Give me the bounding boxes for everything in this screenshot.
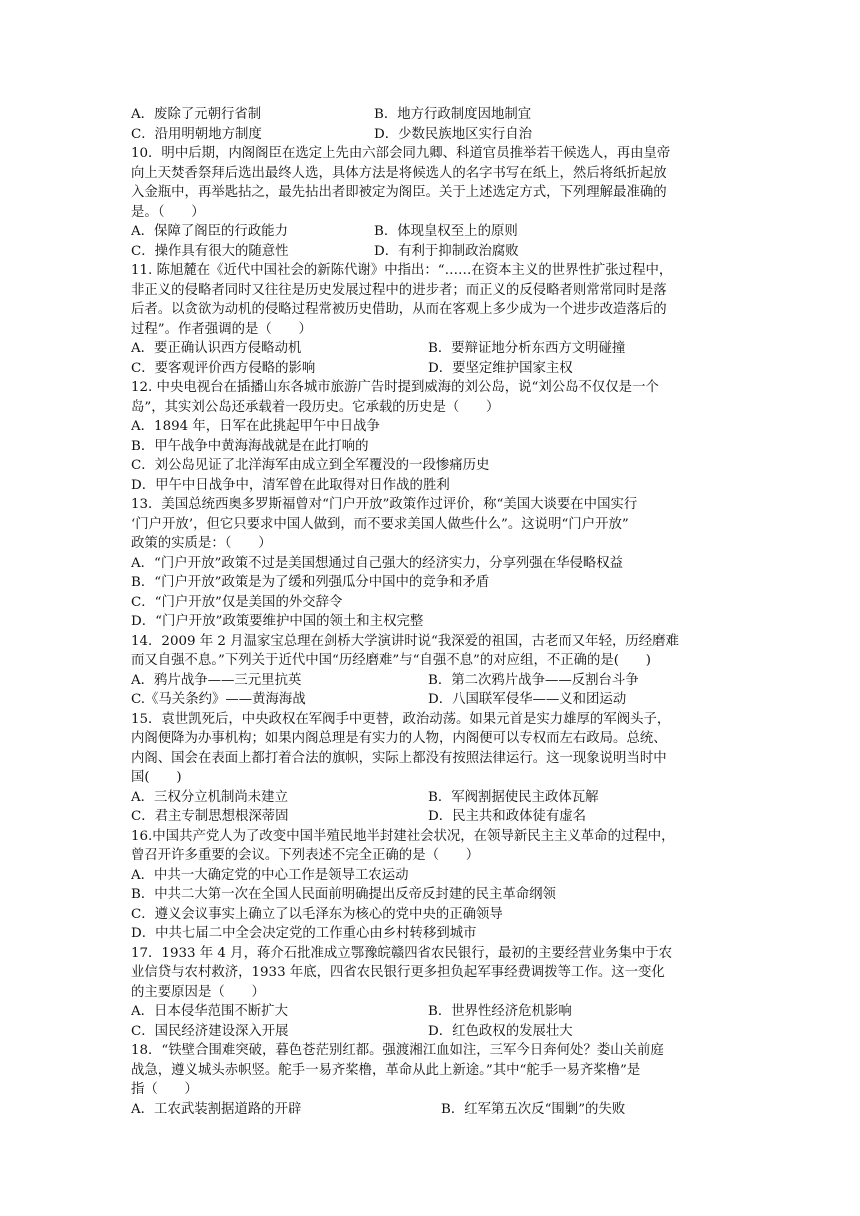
question-17-stem: 的主要原因是（ ）	[131, 984, 265, 1000]
option-d: D．八国联军侵华——义和团运动	[428, 692, 627, 707]
option-c: C．“门户开放”仅是美国的外交辞令	[131, 594, 343, 610]
option-a: A．废除了元朝行省制	[131, 107, 262, 122]
option-row	[131, 671, 731, 691]
option-a: A．1894 年，日军在此挑起甲午中日战争	[131, 419, 380, 434]
question-10-stem: 是。（ ）	[131, 204, 205, 220]
option-a: A．要正确认识西方侵略动机	[131, 341, 302, 356]
option-d: D．中共七届二中全会决定党的工作重心由乡村转移到城市	[131, 926, 477, 941]
option-row	[131, 1100, 731, 1120]
question-10-stem: 入金瓶中，再举匙拈之，最先拈出者即被定为阁臣。关于上述选定方式，下列理解最准确的	[131, 185, 667, 200]
option-row	[131, 690, 731, 710]
question-12-stem: 岛”，其实刘公岛还承载着一段历史。它承载的历史是（ ）	[131, 399, 500, 415]
option-d: D．红色政权的发展壮大	[428, 1023, 573, 1039]
option-c: C．沿用明朝地方制度	[131, 126, 262, 142]
option-c: C．君主专制思想根深蒂固	[131, 809, 289, 824]
option-d: D．要坚定维护国家主权	[428, 360, 573, 376]
question-15-stem: 内阁便降为办事机构；如果内阁总理是有实力的人物，内阁便可以专权而左右政局。总统、	[131, 731, 667, 746]
question-16-stem: 曾召开许多重要的会议。下列表述不完全正确的是（ ）	[131, 848, 480, 863]
question-12-stem: 12. 中央电视台在插播山东各城市旅游广告时提到威海的刘公岛，说“刘公岛不仅仅是一个	[131, 380, 659, 395]
option-a: A．保障了阁臣的行政能力	[131, 224, 288, 239]
option-row	[131, 359, 731, 379]
option-b: B．军阀割据使民主政体瓦解	[428, 789, 599, 805]
option-b: B．甲午战争中黄海海战就是在此打响的	[131, 438, 369, 454]
question-18-stem: 指（ ）	[131, 1082, 198, 1097]
option-d: D．民主共和政体徒有虚名	[428, 809, 587, 824]
option-row	[131, 125, 731, 145]
option-b: B．要辩证地分析东西方文明碰撞	[428, 341, 626, 356]
option-row	[131, 105, 731, 125]
question-13-stem: 13．美国总统西奥多罗斯福曾对“门户开放”政策作过评价，称“美国大谈要在中国实行	[131, 497, 638, 512]
question-18-stem: 18．“铁壁合围难突破，暮色苍茫别红都。强渡湘江血如注，三军今日奔何处？娄山关前庭	[131, 1043, 664, 1058]
question-14-stem: 14．2009 年 2 月温家宝总理在剑桥大学演讲时说“我深爱的祖国，古老而又年轻，历经磨难	[131, 633, 679, 649]
option-a: A．日本侵华范围不断扩大	[131, 1004, 288, 1019]
question-11-stem: 11. 陈旭麓在《近代中国社会的新陈代谢》中指出：“……在资本主义的世界性扩张过程中，	[131, 263, 673, 278]
option-row	[131, 242, 731, 262]
option-c: C．刘公岛见证了北洋海军由成立到全军覆没的一段惨痛历史	[131, 458, 490, 473]
question-11-stem: 非正义的侵略者同时又往往是历史发展过程中的进步者；而正义的反侵略者则常常同时是落	[131, 282, 667, 298]
option-d: D．甲午中日战争中，清军曾在此取得对日作战的胜利	[131, 477, 450, 493]
question-13-stem: ‘门户开放’，但它只要求中国人做到，而不要求美国人做些什么”。这说明“门户开放”	[131, 516, 629, 532]
option-c: C．要客观评价西方侵略的影响	[131, 360, 316, 376]
option-a: A．中共一大确定党的中心工作是领导工农运动	[131, 867, 409, 883]
question-10-stem: 10．明中后期，内阁阁臣在选定上先由六部会同九卿、科道官员推举若干候选人，再由皇帝	[131, 146, 671, 161]
option-b: B．第二次鸦片战争——反割台斗争	[428, 672, 639, 688]
option-row	[131, 1002, 731, 1022]
option-d: D．有利于抑制政治腐败	[374, 243, 519, 259]
question-11-stem: 过程”。作者强调的是（ ）	[131, 321, 312, 337]
option-b: B．体现皇权至上的原则	[374, 224, 518, 239]
option-a: A．三权分立机制尚未建立	[131, 789, 288, 805]
option-b: B．中共二大第一次在全国人民面前明确提出反帝反封建的民主革命纲领	[131, 887, 556, 902]
option-d: D．“门户开放”政策要维护中国的领土和主权完整	[131, 614, 424, 629]
option-d: D．少数民族地区实行自治	[374, 126, 533, 142]
option-row	[131, 807, 731, 827]
option-b: B．地方行政制度因地制宜	[374, 107, 532, 122]
exam-page	[131, 105, 731, 1119]
option-a: A．工农武装割据道路的开辟	[131, 1101, 302, 1117]
option-c: C．操作具有很大的随意性	[131, 243, 289, 259]
question-11-stem: 后者。以贪欲为动机的侵略过程常被历史借助，从而在客观上多少成为一个进步改造落后的	[131, 302, 667, 317]
question-16-stem: 16.中国共产党人为了改变中国半殖民地半封建社会状况，在领导新民主主义革命的过程中，	[131, 828, 675, 844]
option-row	[131, 339, 731, 359]
option-row	[131, 1022, 731, 1042]
option-c: C.《马关条约》——黄海海战	[131, 692, 306, 707]
question-10-stem: 向上天焚香祭拜后选出最终人选，具体方法是将候选人的名字书写在纸上，然后将纸折起放	[131, 165, 667, 181]
option-a: A．鸦片战争——三元里抗英	[131, 672, 302, 688]
question-13-stem: 政策的实质是：（ ）	[131, 536, 272, 551]
question-15-stem: 国( )	[131, 770, 182, 785]
question-15-stem: 内阁、国会在表面上都打着合法的旗帜，实际上都没有按照法律运行。这一现象说明当时中	[131, 750, 667, 766]
option-c: C．遵义会议事实上确立了以毛泽东为核心的党中央的正确领导	[131, 906, 503, 922]
question-15-stem: 15．袁世凯死后，中央政权在军阀手中更替，政治动荡。如果元首是实力雄厚的军阀头子，	[131, 711, 671, 727]
option-c: C．国民经济建设深入开展	[131, 1023, 289, 1039]
option-row	[131, 222, 731, 242]
option-b: B．“门户开放”政策是为了缓和列强瓜分中国中的竞争和矛盾	[131, 575, 490, 590]
question-17-stem: 17．1933 年 4 月，蒋介石批准成立鄂豫皖赣四省农民银行，最初的主要经营业务集中于农	[131, 945, 673, 961]
question-14-stem: 而又自强不息。”下列关于近代中国“历经磨难”与“自强不息”的对应组，不正确的是( )	[131, 653, 652, 668]
question-18-stem: 战急，遵义城头赤帜竖。舵手一易齐桨橹，革命从此上新途。”其中“舵手一易齐桨橹”是	[131, 1062, 641, 1078]
option-b: B．红军第五次反“围剿”的失败	[441, 1101, 626, 1117]
question-17-stem: 业信贷与农村救济，1933 年底，四省农民银行更多担负起军事经费调拨等工作。这一变化	[131, 965, 665, 980]
option-a: A．“门户开放”政策不过是美国想通过自己强大的经济实力，分享列强在华侵略权益	[131, 555, 624, 571]
option-row	[131, 788, 731, 808]
option-b: B．世界性经济危机影响	[428, 1004, 572, 1019]
